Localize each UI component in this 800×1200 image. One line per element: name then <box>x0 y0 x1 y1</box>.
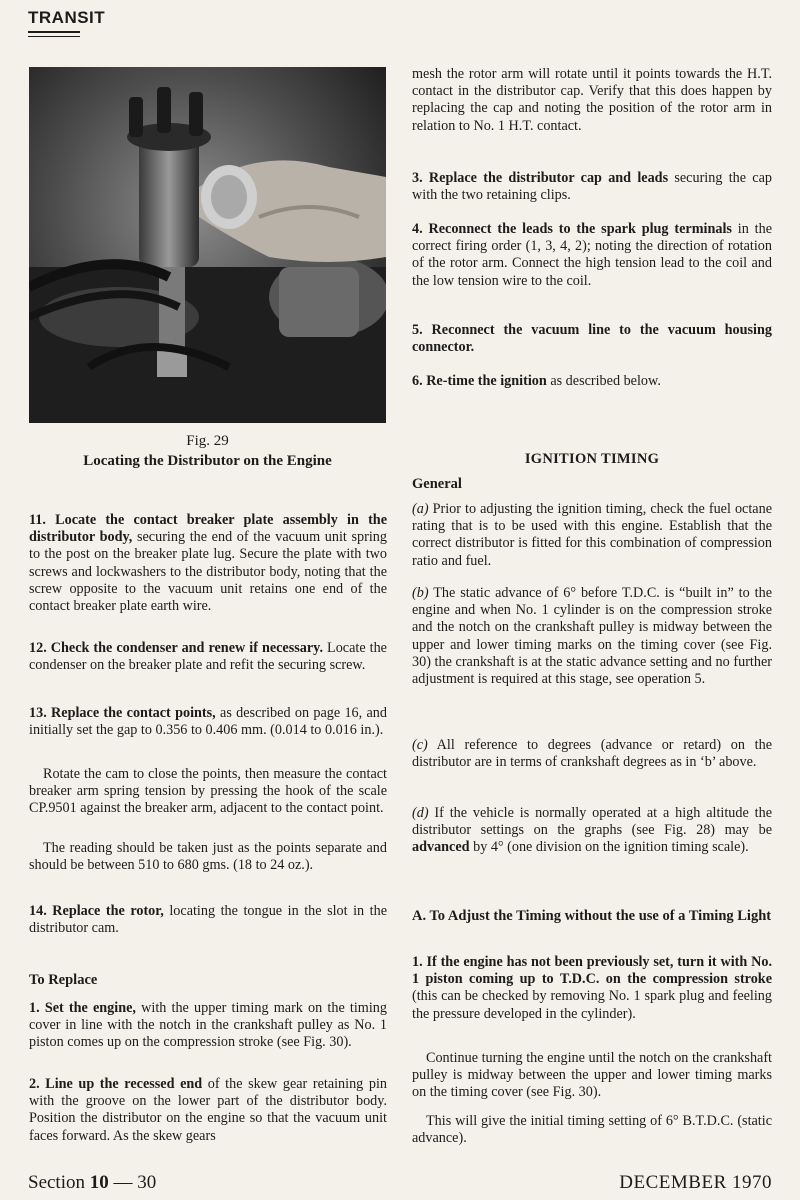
replace-step-6-lead: 6. Re-time the ignition <box>412 373 547 389</box>
replace-step-4 <box>412 221 772 290</box>
step-13-text: as described on page 16, and initially set the gap to 0.356 to 0.406 mm. (0.014 to 0.016 in.). <box>29 705 387 739</box>
section-a-step-1-text: (this can be checked by removing No. 1 spark plug and feeling the pressure developed in the cylinder). <box>412 988 772 1022</box>
step-13-lead: 13. Replace the contact points, <box>29 705 216 721</box>
note-d-text-1: If the vehicle is normally operated at a high altitude the distributor settings on the graphs (see Fig. 28) may be <box>412 805 772 839</box>
note-b <box>412 585 772 688</box>
replace-step-1-lead: 1. Set the engine, <box>29 1000 136 1016</box>
header-title: TRANSIT <box>28 8 106 27</box>
note-d <box>412 805 772 857</box>
step-14-text: locating the tongue in the slot in the distributor cam. <box>29 903 388 937</box>
note-a-label: (a) <box>412 501 429 517</box>
distributor-photo <box>29 67 386 423</box>
step-11-lead: 11. Locate the contact breaker plate assembly in the distributor body, <box>29 512 387 546</box>
note-d-text-2: by 4° (one division on the ignition timing scale). <box>469 839 749 856</box>
note-d-bold: advanced <box>412 839 470 856</box>
step-13-rotate: Rotate the cam to close the points, then measure the contact breaker arm spring tension by pressing the hook of the scale CP.9501 against the breaker arm, adjacent to the contact point. <box>29 766 387 817</box>
footer-section <box>28 1172 156 1194</box>
note-a <box>412 501 772 570</box>
step-14-lead: 14. Replace the rotor, <box>29 903 164 919</box>
replace-step-3-lead: 3. Replace the distributor cap and leads <box>412 170 669 186</box>
step-13-reading: The reading should be taken just as the points separate and should be between 510 to 680 gms. (18 to 24 oz.). <box>29 840 387 874</box>
note-c <box>412 737 772 771</box>
general-heading: General <box>412 476 462 492</box>
replace-step-1 <box>29 1000 387 1052</box>
replace-step-1-text: with the upper timing mark on the timing cover in line with the notch in the crankshaft pulley as No. 1 piston comes up on the compression stroke (see Fig. 30). <box>29 1000 387 1051</box>
step-12 <box>29 640 387 674</box>
replace-step-5: 5. Reconnect the vacuum line to the vacuum housing connector. <box>412 322 772 356</box>
step-11 <box>29 512 387 615</box>
step-11-text: securing the end of the vacuum unit spring to the post on the breaker plate lug. Secure the plate with two screws and lockwashers to the distributor body, noting that the screw opposite to the vacuum unit retains one end of the contact breaker plate earth wire. <box>29 529 387 615</box>
note-c-label: (c) <box>412 737 428 753</box>
figure-caption <box>29 431 386 471</box>
header-rule-thin <box>28 36 80 37</box>
header-rule <box>28 31 80 33</box>
section-a-step-1-lead: 1. If the engine has not been previously set, turn it with No. 1 piston coming up to T.D.C. on the compression stroke <box>412 954 772 988</box>
note-b-label: (b) <box>412 585 429 601</box>
replace-step-3-text: securing the cap with the two retaining clips. <box>412 170 772 204</box>
continue-turning-text: Continue turning the engine until the notch on the crankshaft pulley is midway between the upper and lower timing marks on the timing cover (see Fig. 30). <box>412 1050 772 1101</box>
replace-step-4-text: in the correct firing order (1, 3, 4, 2); noting the direction of rotation of the rotor arm. Connect the high tension lead to the coil and the low tension wire to the coil. <box>412 221 772 289</box>
section-a-heading: A. To Adjust the Timing without the use of a Timing Light <box>412 908 772 924</box>
continuation-text: mesh the rotor arm will rotate until it points towards the H.T. contact in the distributor cap. Verify that this does happen by replacing the cap and noting the position of the rotor arm in relation to No. 1 H.T. contact. <box>412 66 772 134</box>
note-a-text: Prior to adjusting the ignition timing, check the fuel octane rating that is to be used with this engine. Establish that the correct distributor is fitted for this combination of compression ratio and fuel. <box>412 501 772 569</box>
replace-step-3 <box>412 170 772 204</box>
step-12-lead: 12. Check the condenser and renew if necessary. <box>29 640 324 656</box>
section-a-step-1 <box>412 954 772 1023</box>
figure-title: Locating the Distributor on the Engine <box>83 453 332 469</box>
step-13 <box>29 705 387 739</box>
figure-number: Fig. 29 <box>186 433 229 449</box>
replace-step-2 <box>29 1076 387 1145</box>
footer-section-number: 10 <box>89 1172 109 1193</box>
footer-section-prefix: Section <box>28 1172 90 1193</box>
step-12-text: Locate the condenser on the breaker plate and refit the securing screw. <box>29 640 387 674</box>
note-d-label: (d) <box>412 805 429 821</box>
to-replace-heading: To Replace <box>29 972 98 988</box>
replace-step-2-text: of the skew gear retaining pin with the groove on the lower part of the distributor body. Position the distributor on the engine so that the vacuum unit faces forward. As the skew gears <box>29 1076 388 1144</box>
footer-page: — 30 <box>108 1172 157 1193</box>
initial-timing-text: This will give the initial timing setting of 6° B.T.D.C. (static advance). <box>412 1113 772 1147</box>
note-c-text: All reference to degrees (advance or retard) on the distributor are in terms of crankshaft degrees as in ‘b’ above. <box>412 737 772 771</box>
replace-step-4-lead: 4. Reconnect the leads to the spark plug terminals <box>412 221 732 237</box>
replace-step-2-lead: 2. Line up the recessed end <box>29 1076 203 1092</box>
replace-step-6 <box>412 373 772 390</box>
ignition-timing-heading: IGNITION TIMING <box>524 451 660 467</box>
replace-step-6-text: as described below. <box>546 373 661 389</box>
step-14 <box>29 903 387 937</box>
footer-date: DECEMBER 1970 <box>619 1172 772 1193</box>
note-b-text: The static advance of 6° before T.D.C. is “built in” to the engine and when No. 1 cylinder is on the compression stroke and the notch on the crankshaft pulley is midway between the upper and lower timing marks on the timing cover (see Fig. 30) the crankshaft is at the static advance setting and no further adjustment is required at this stage, see operation 5. <box>412 585 772 688</box>
